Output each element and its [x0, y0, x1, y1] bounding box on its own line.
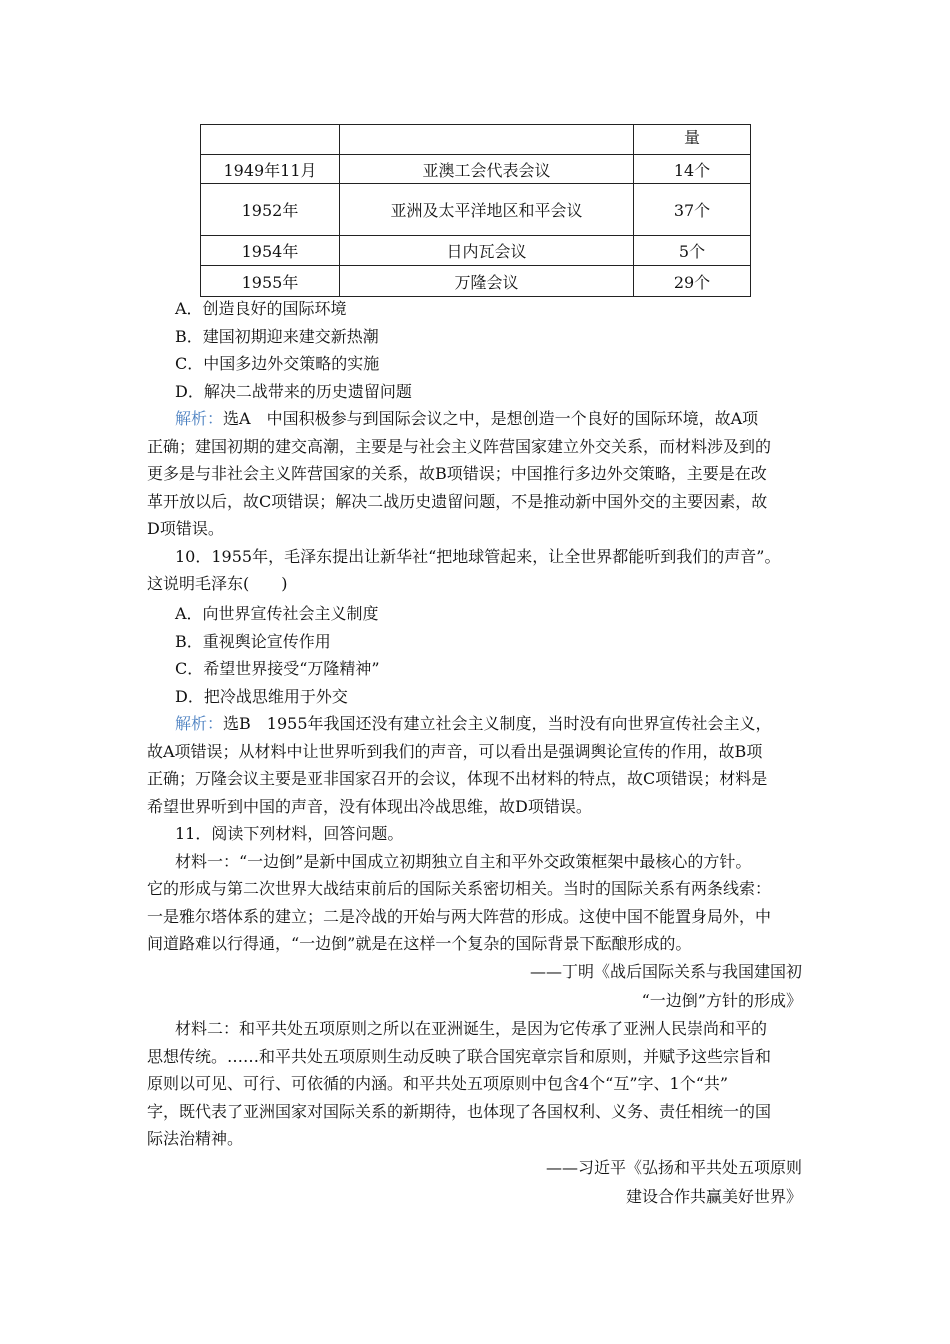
q10-stem: 10．1955年，毛泽东提出让新华社“把地球管起来，让全世界都能听到我们的声音”。	[175, 547, 781, 566]
table-row	[201, 155, 751, 184]
table-cell-count: 37个	[634, 184, 751, 236]
q10-option-c: C．希望世界接受“万隆精神”	[175, 659, 380, 678]
q10-option-b: B．重视舆论宣传作用	[175, 632, 331, 651]
table-row	[201, 125, 751, 155]
q10-analysis-line: 希望世界听到中国的声音，没有体现出冷战思维，故D项错误。	[147, 797, 592, 816]
material2-line: 原则以可见、可行、可依循的内涵。和平共处五项原则中包含4个“互”字、1个“共”	[147, 1074, 729, 1093]
material1-line: 间道路难以行得通，“一边倒”就是在这样一个复杂的国际背景下酝酿形成的。	[147, 934, 692, 953]
material2-source: 建设合作共赢美好世界》	[625, 1187, 802, 1206]
q10-stem: 这说明毛泽东( )	[147, 574, 288, 593]
table-cell: 量	[634, 125, 751, 155]
table-cell-count: 14个	[634, 155, 751, 184]
q9-analysis-line: 更多是与非社会主义阵营国家的关系，故B项错误；中国推行多边外交策略，主要是在改	[147, 464, 767, 483]
table-cell-count: 29个	[634, 266, 751, 297]
q9-analysis-line	[175, 408, 758, 430]
q10-analysis-line: 故A项错误；从材料中让世界听到我们的声音，可以看出是强调舆论宣传的作用，故B项	[147, 742, 763, 761]
table-cell-meeting: 万隆会议	[340, 266, 634, 297]
q9-analysis-line: D项错误。	[147, 519, 224, 538]
q9-analysis-line: 革开放以后，故C项错误；解决二战历史遗留问题，不是推动新中国外交的主要因素，故	[147, 492, 768, 511]
table-cell	[201, 125, 340, 155]
material1-line: 一是雅尔塔体系的建立；二是冷战的开始与两大阵营的形成。这使中国不能置身局外，中	[147, 907, 772, 926]
analysis-text: 选B 1955年我国还没有建立社会主义制度，当时没有向世界宣传社会主义，	[223, 714, 772, 733]
q9-option-a: A．创造良好的国际环境	[175, 299, 347, 318]
q9-option-b: B．建国初期迎来建交新热潮	[175, 327, 379, 346]
material2-line: 思想传统。……和平共处五项原则生动反映了联合国宪章宗旨和原则，并赋予这些宗旨和	[147, 1047, 772, 1066]
q9-option-d: D．解决二战带来的历史遗留问题	[175, 382, 412, 401]
q10-analysis-line	[175, 713, 772, 735]
material2-source: ——习近平《弘扬和平共处五项原则	[545, 1158, 802, 1177]
material2-line: 字，既代表了亚洲国家对国际关系的新期待，也体现了各国权利、义务、责任相统一的国	[147, 1102, 772, 1121]
analysis-text: 选A 中国积极参与到国际会议之中，是想创造一个良好的国际环境，故A项	[223, 409, 759, 428]
table-cell	[340, 125, 634, 155]
table-cell-meeting: 亚澳工会代表会议	[340, 155, 634, 184]
q9-analysis-line: 正确；建国初期的建交高潮，主要是与社会主义阵营国家建立外交关系，而材料涉及到的	[147, 437, 772, 456]
q9-option-c: C．中国多边外交策略的实施	[175, 354, 380, 373]
material1-line: 它的形成与第二次世界大战结束前后的国际关系密切相关。当时的国际关系有两条线索：	[147, 879, 772, 898]
table-cell-time: 1955年	[201, 266, 340, 297]
table-cell-meeting: 亚洲及太平洋地区和平会议	[340, 184, 634, 236]
q10-option-d: D．把冷战思维用于外交	[175, 687, 348, 706]
table-cell-meeting: 日内瓦会议	[340, 236, 634, 266]
table-cell-time: 1954年	[201, 236, 340, 266]
material1-line: 材料一：“一边倒”是新中国成立初期独立自主和平外交政策框架中最核心的方针。	[175, 852, 752, 871]
table-cell-count: 5个	[634, 236, 751, 266]
table-row	[201, 236, 751, 266]
table-cell-time: 1949年11月	[201, 155, 340, 184]
q10-analysis-line: 正确；万隆会议主要是亚非国家召开的会议，体现不出材料的特点，故C项错误；材料是	[147, 769, 768, 788]
conference-table	[200, 124, 751, 297]
analysis-label: 解析：	[175, 714, 224, 733]
q10-option-a: A．向世界宣传社会主义制度	[175, 604, 379, 623]
material1-source: ——丁明《战后国际关系与我国建国初	[529, 962, 802, 981]
analysis-label: 解析：	[175, 409, 224, 428]
material2-line: 际法治精神。	[147, 1129, 244, 1148]
q11-stem: 11．阅读下列材料，回答问题。	[175, 824, 404, 843]
table-cell-time: 1952年	[201, 184, 340, 236]
material1-source: “一边倒”方针的形成》	[641, 991, 802, 1010]
table-row	[201, 266, 751, 297]
material2-line: 材料二：和平共处五项原则之所以在亚洲诞生，是因为它传承了亚洲人民崇尚和平的	[175, 1019, 768, 1038]
table-row	[201, 184, 751, 236]
